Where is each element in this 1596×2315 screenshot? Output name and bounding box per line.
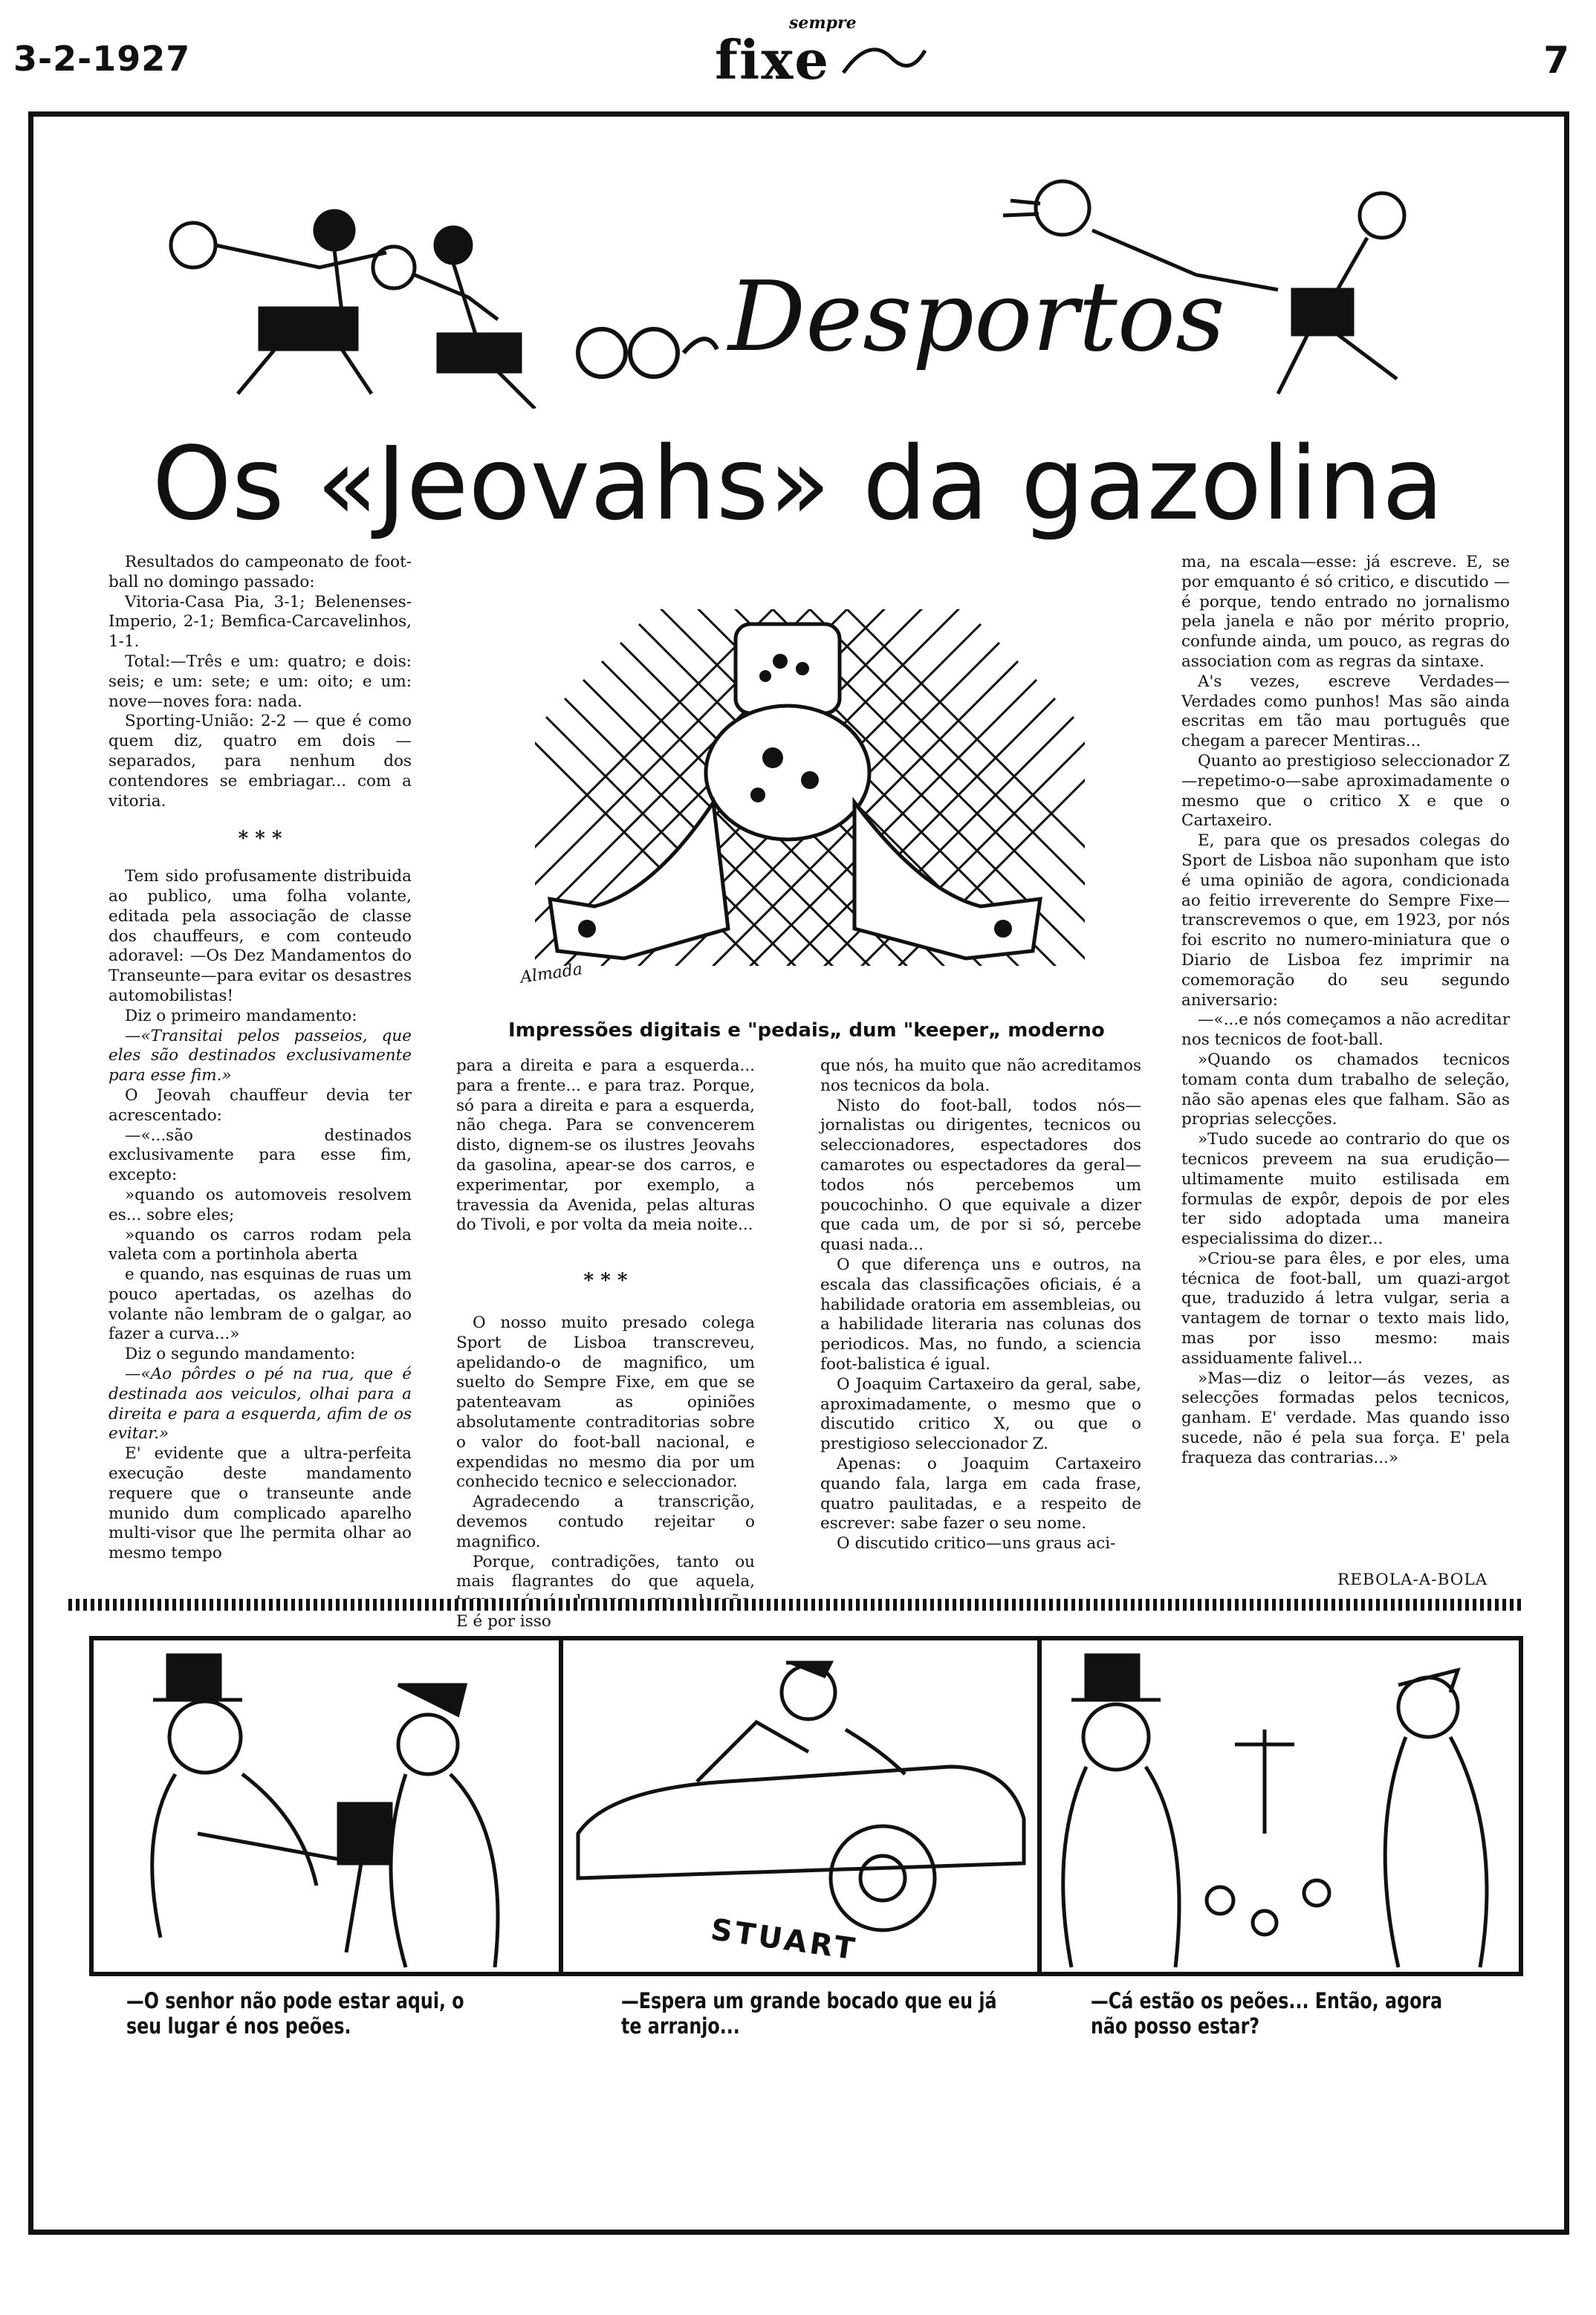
paragraph: Quanto ao prestigioso seleccionador Z—repetimo-o—sabe aproximadamente o mesmo que o critico X e que o Cartaxeiro. <box>1181 751 1510 831</box>
comic-caption-2: —Espera um grande bocado que eu já te arranjo... <box>621 1988 997 2039</box>
paragraph: »quando os carros rodam pela valeta com a portinhola aberta <box>108 1225 412 1264</box>
paragraph: Total:—Três e um: quatro; e dois: seis; e um: sete; e um: oito; e um: nove—noves fora: nada. <box>108 652 412 711</box>
paragraph: O discutido critico—uns graus aci- <box>837 1534 1116 1553</box>
paragraph: que nós, ha muito que não acreditamos nos tecnicos da bola. <box>820 1056 1141 1095</box>
article-column-1 <box>108 553 412 1564</box>
paragraph: —«...e nós começamos a não acreditar nos tecnicos de foot-ball. <box>1181 1010 1510 1050</box>
paragraph: ma, na escala—esse: já escreve. E, se por emquanto é só critico, e discutido —é porque, tendo entrado no jornalismo pela janela e não por mérito proprio, confunde ainda, um pouco, as regras do association com as regras da sintaxe. <box>1181 553 1510 671</box>
paragraph: para a direita e para a esquerda... para a frente... e para traz. Porque, só para a direita e para a esquerda, não chega. Para se convencerem disto, dignem-se os ilustres Jeovahs da gasolina, apear-se dos carros, e experimentar, por exemplo, a travessia da Avenida, pelas alturas do Tivoli, e por volta da meia noite... <box>456 1056 755 1235</box>
paragraph: Diz o segundo mandamento: <box>125 1345 356 1364</box>
paragraph: Agradecendo a transcrição, devemos contudo rejeitar o magnifico. <box>456 1493 755 1551</box>
paragraph: Resultados do campeonato de foot-ball no domingo passado: <box>108 553 412 591</box>
comic-strip <box>89 1636 1523 1976</box>
section-title: Desportos <box>728 260 1225 373</box>
paragraph: O que diferença uns e outros, na escala das classificações oficiais, é a habilidade oratoria em assembleias, ou a habilidade literaria nas colunas dos periodicos. Mas, no fundo, a sciencia foot-balistica é igual. <box>820 1255 1141 1374</box>
paragraph: »Mas—diz o leitor—ás vezes, as selecções formadas pelos tecnicos, ganham. E' verdade. Mas quando isso sucede, não é pela sua força. E' pela fraqueza das contrarias...» <box>1181 1368 1510 1467</box>
issue-date: 3-2-1927 <box>13 39 191 79</box>
comic-panel-2 <box>563 1640 1037 1972</box>
comic-caption-1: —O senhor não pode estar aqui, o seu lugar é nos peões. <box>126 1988 464 2039</box>
article-column-2 <box>456 1056 755 1632</box>
paragraph: Diz o primeiro mandamento: <box>125 1006 357 1025</box>
paragraph: Porque, contradições, tanto ou mais flagrantes do que aquela, E é por isso <box>456 1552 755 1631</box>
paragraph: O Jeovah chauffeur devia ter acrescentado: <box>108 1085 412 1125</box>
section-separator: * * * <box>583 1270 628 1293</box>
paragraph: »quando os automoveis resolvem es... sobre eles; <box>108 1185 412 1224</box>
comic-panel-1 <box>94 1640 559 1972</box>
logo-swash-icon <box>840 36 929 80</box>
paragraph: —«...são destinados exclusivamente para esse fim, excepto: <box>108 1126 412 1185</box>
cartoon-signature: STUART <box>708 1912 860 1967</box>
comic-caption-3: —Cá estão os peões... Então, agora não posso estar? <box>1091 1988 1443 2039</box>
image-caption: Impressões digitais e "pedais„ dum "keeper„ moderno <box>508 1019 1105 1042</box>
paragraph: —«Transitai pelos passeios, que eles são destinados exclusivamente para esse fim.» <box>108 1026 412 1085</box>
goalkeeper-illustration <box>505 579 1115 1010</box>
section-flourish-icon <box>572 319 721 386</box>
logo-sempre: sempre <box>789 13 857 33</box>
footballer-illustration <box>951 171 1471 409</box>
paragraph: O nosso muito presado colega Sport de Lisboa transcreveu, apelidando-o de magnifico, um suelto do Sempre Fixe, em que se patenteavam as opiniões absolutamente contraditorias sobre o valor do foot-ball nacional, e expendidas no mesmo dia por um conhecido tecnico e seleccionador. <box>456 1313 755 1492</box>
paragraph: Sporting-União: 2-2 — que é como quem diz, quatro em dois — separados, para nenhum dos contendores se embriagar... com a vitoria. <box>108 712 412 811</box>
paragraph: E, para que os presados colegas do Sport de Lisboa não suponham que isto é uma opinião de agora, condicionada ao feitio irreverente do Sempre Fixe—transcrevemos o que, em 1923, por nós foi escrito no numero-miniatura que o Diario de Lisboa fez imprimir na comemoração do seu segundo aniversario: <box>1181 831 1510 1010</box>
paragraph: Nisto do foot-ball, todos nós—jornalistas ou dirigentes, tecnicos ou seleccionadores, espectadores dos camarotes ou espectadores da geral—todos nós percebemos um poucochinho. O que equivale a dizer que cada um, de por si só, percebe quasi nada... <box>820 1096 1141 1255</box>
paragraph: Tem sido profusamente distribuida ao publico, uma folha volante, editada pela associação de classe dos chauffeurs, e com conteudo adoravel: —Os Dez Mandamentos do Transeunte—para evitar os desastres automobilistas! <box>108 867 412 1005</box>
author-signature: REBOLA-A-BOLA <box>1337 1571 1488 1589</box>
paragraph: »Tudo sucede ao contrario do que os tecnicos preveem na sua erudição—ultimamente muito estilisada em formulas de expôr, depois de por eles ter sido adoptada uma maneira especialissima do dizer... <box>1181 1130 1510 1249</box>
comic-panel-3 <box>1042 1640 1510 1972</box>
page-number: 7 <box>1543 39 1569 82</box>
article-column-3 <box>820 1056 1141 1554</box>
paragraph: —«Ao pôrdes o pé na rua, que é destinada aos veiculos, olhai para a direita e para a esquerda, afim de os evitar.» <box>108 1365 412 1444</box>
hatched-divider <box>68 1599 1525 1611</box>
paragraph: Apenas: o Joaquim Cartaxeiro quando fala, larga em cada frase, quatro paulitadas, e a respeito de escrever: sabe fazer o seu nome. <box>820 1454 1141 1533</box>
paragraph: Vitoria-Casa Pia, 3-1; Belenenses-Imperio, 2-1; Bemfica-Carcavelinhos, 1-1. <box>108 592 412 652</box>
paragraph: e quando, nas esquinas de ruas um pouco apertadas, os azelhas do volante não lembram de o galgar, ao fazer a curva...» <box>108 1265 412 1344</box>
paragraph: »Quando os chamados tecnicos tomam conta dum trabalho de seleção, não são apenas eles que falham. São as proprias selecções. <box>1181 1050 1510 1129</box>
paragraph: O Joaquim Cartaxeiro da geral, sabe, aproximadamente, o mesmo que o discutido critico X, ou que o prestigioso seleccionador Z. <box>820 1374 1141 1454</box>
illustration-signature: Almada <box>519 960 584 987</box>
article-column-4 <box>1181 553 1510 1469</box>
section-separator: * * * <box>238 828 282 851</box>
headline: Os «Jeovahs» da gazolina <box>152 426 1444 543</box>
paragraph: E' evidente que a ultra-perfeita execução deste mandamento requere que o transeunte ande munido dum complicado aparelho multi-visor que lhe permita olhar ao mesmo tempo <box>108 1444 412 1563</box>
logo-fixe: fixe <box>715 28 831 91</box>
paragraph: »Criou-se para êles, e por eles, uma técnica de foot-ball, um quazi-argot que, traduzido á letra vulgar, seria a vantagem de tornar o texto mais lido, mas por isso mesmo: mais assiduamente falivel... <box>1181 1249 1510 1368</box>
paragraph: A's vezes, escreve Verdades—Verdades como punhos! Mas são ainda escritas em tão mau português que chegam a parecer Mentiras... <box>1181 672 1510 751</box>
